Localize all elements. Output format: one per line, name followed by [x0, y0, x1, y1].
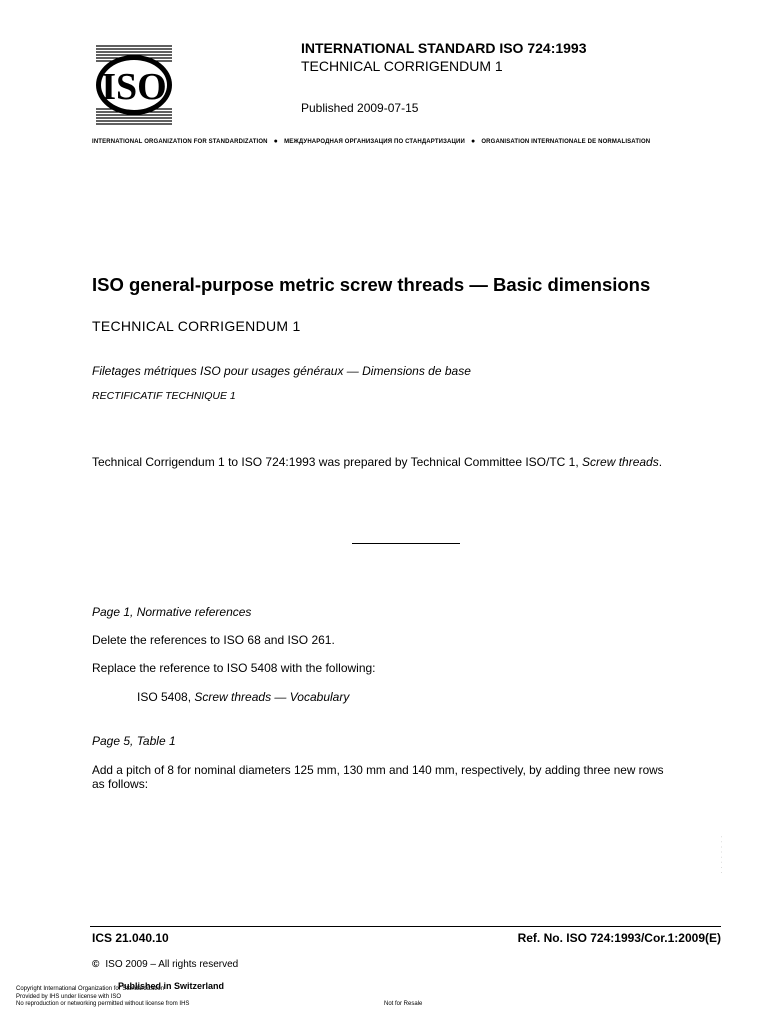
- document-subtitle: TECHNICAL CORRIGENDUM 1: [92, 318, 301, 334]
- iso-logo: [95, 44, 173, 126]
- section1-reference: ISO 5408, Screw threads — Vocabulary: [137, 690, 350, 704]
- french-subtitle: RECTIFICATIF TECHNIQUE 1: [92, 390, 236, 402]
- corrigendum-label: TECHNICAL CORRIGENDUM 1: [301, 58, 503, 74]
- bullet-icon: ●: [470, 138, 476, 145]
- ihs-notice-3: No reproduction or networking permitted without license from IHS: [16, 1001, 190, 1007]
- document-title: ISO general-purpose metric screw threads — Basic dimensions: [92, 274, 651, 295]
- published-date: Published 2009-07-15: [301, 101, 419, 115]
- org-name-ru: МЕЖДУНАРОДНАЯ ОРГАНИЗАЦИЯ ПО СТАНДАРТИЗАЦИИ: [284, 139, 465, 145]
- published-in: Published in Switzerland: [118, 981, 225, 991]
- separator-line: [352, 543, 460, 544]
- bullet-icon: ●: [273, 138, 279, 145]
- organization-names: [92, 138, 722, 145]
- org-name-en: INTERNATIONAL ORGANIZATION FOR STANDARDIZATION: [92, 139, 268, 145]
- ics-code: ICS 21.040.10: [92, 931, 169, 945]
- french-title: Filetages métriques ISO pour usages généraux — Dimensions de base: [92, 364, 471, 378]
- org-name-fr: ORGANISATION INTERNATIONALE DE NORMALISATION: [481, 139, 651, 145]
- ihs-notice-1: Copyright International Organization for Standardization: [16, 986, 165, 992]
- section1-line1: Delete the references to ISO 68 and ISO 261.: [92, 633, 335, 647]
- footer-rule: [90, 926, 721, 927]
- section2-line2: as follows:: [92, 777, 149, 791]
- standard-title: INTERNATIONAL STANDARD ISO 724:1993: [301, 40, 587, 56]
- intro-paragraph: Technical Corrigendum 1 to ISO 724:1993 was prepared by Technical Committee ISO/TC 1, Screw threads.: [92, 455, 663, 469]
- ihs-notice-2: Provided by IHS under license with ISO: [16, 994, 122, 1000]
- reference-number: Ref. No. ISO 724:1993/Cor.1:2009(E): [517, 931, 721, 945]
- svg-text:ISO: ISO: [101, 66, 167, 108]
- section2-line1: Add a pitch of 8 for nominal diameters 125 mm, 130 mm and 140 mm, respectively, by adding three new rows: [92, 763, 664, 777]
- copyright-icon: ©: [92, 959, 100, 970]
- margin-mark: · · · · · · · ·: [718, 836, 724, 875]
- copyright-notice: © ISO 2009 – All rights reserved: [92, 959, 239, 970]
- section2-heading: Page 5, Table 1: [92, 734, 176, 748]
- section1-heading: Page 1, Normative references: [92, 605, 252, 619]
- section1-line2: Replace the reference to ISO 5408 with the following:: [92, 661, 376, 675]
- not-for-resale: Not for Resale: [384, 1001, 423, 1007]
